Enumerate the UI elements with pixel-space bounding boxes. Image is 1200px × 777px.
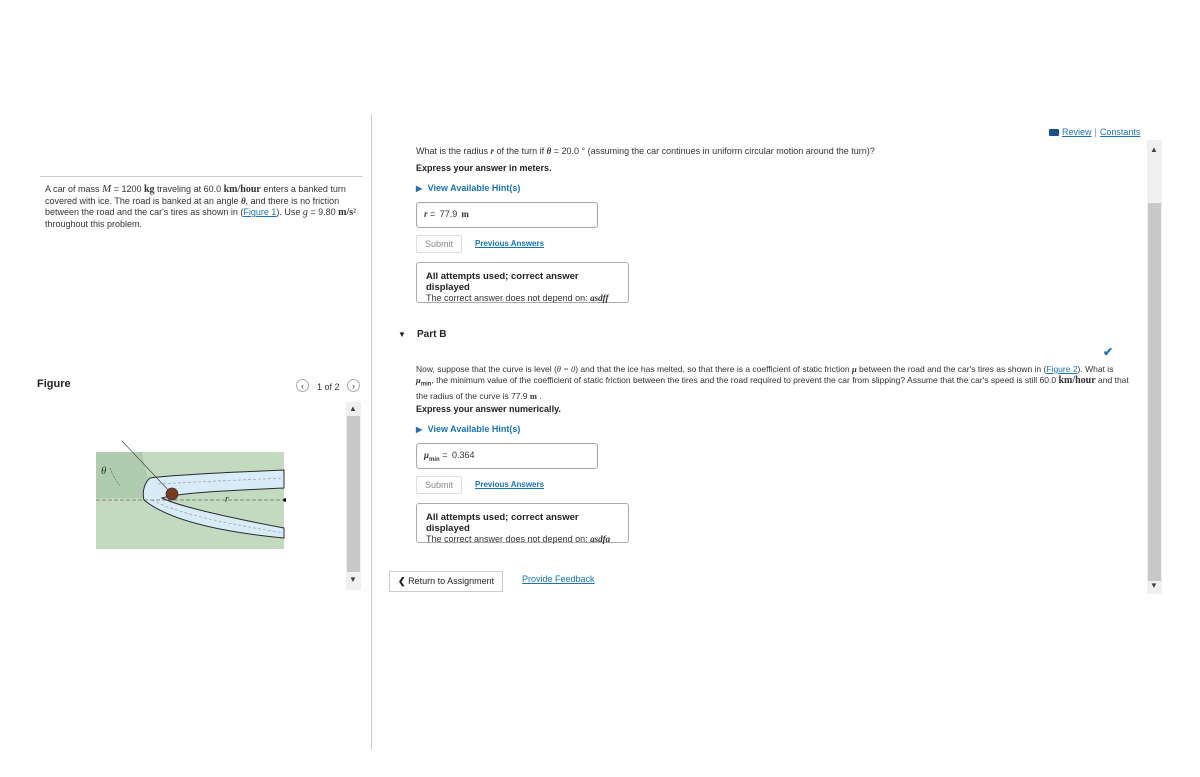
partA-previous-answers-link[interactable]: Previous Answers: [475, 239, 545, 248]
return-to-assignment-button[interactable]: ❮ Return to Assignment: [389, 571, 503, 592]
theta-label: θ: [101, 465, 107, 477]
partB-previous-answers-link[interactable]: Previous Answers: [475, 480, 545, 489]
review-icon: [1049, 129, 1059, 136]
partA-attempt-title: All attempts used; correct answer displayed: [426, 271, 579, 293]
main-scrollbar[interactable]: [1147, 140, 1162, 594]
partB-submit-button[interactable]: Submit: [416, 476, 462, 494]
radius-label: r: [225, 494, 229, 505]
figure-1-link[interactable]: Figure 1: [243, 207, 277, 217]
figure-next-button[interactable]: [347, 379, 360, 392]
problem-statement: A car of mass M = 1200 kg traveling at 60.0 km/hour enters a banked turn covered with ice. The road is banked at an angle θ, and there is no friction between the road and the car's tires as shown in (Figure 1). Use g = 9.80 m/s² throughout this problem.: [45, 183, 357, 229]
figure-prev-button[interactable]: [296, 379, 309, 392]
partB-title: Part B: [417, 329, 447, 340]
partB-attempt-box: [416, 503, 629, 543]
partB-express: Express your answer numerically.: [416, 404, 561, 414]
scroll-thumb[interactable]: [347, 416, 360, 572]
chevron-left-icon: ‹: [301, 380, 304, 391]
chevron-left-icon: ❮: [398, 576, 406, 586]
partB-attempt-title: All attempts used; correct answer displayed: [426, 512, 579, 534]
figure-2-link[interactable]: Figure 2: [1046, 364, 1078, 374]
banked-curve-figure: [92, 438, 286, 552]
chevron-right-icon: ›: [352, 380, 355, 391]
checkmark-icon: ✔: [1103, 345, 1114, 359]
partB-answer-field[interactable]: $\mu_{min} = 0.364$: [416, 443, 598, 469]
partB-hints-toggle[interactable]: ▶ View Available Hint(s): [416, 424, 521, 434]
partA-attempt-sub: The correct answer does not depend on: asdff: [426, 293, 609, 303]
partA-hints-toggle[interactable]: ▶ View Available Hint(s): [416, 183, 521, 193]
partA-question: What is the radius r of the turn if θ = 20.0 ° (assuming the car continues in uniform circular motion around the turn)?: [416, 146, 875, 156]
partA-express: Express your answer in meters.: [416, 163, 552, 173]
partB-attempt-sub: The correct answer does not depend on: asdfa: [426, 534, 611, 544]
header-links: [1049, 127, 1140, 137]
caret-right-icon: ▶: [416, 184, 423, 193]
partA-attempt-box: [416, 262, 629, 303]
figure-title: Figure: [37, 378, 71, 390]
scroll-down-arrow[interactable]: ▼: [349, 575, 357, 584]
provide-feedback-link[interactable]: Provide Feedback: [522, 574, 595, 584]
partB-question: Now, suppose that the curve is level (θ = 0) and that the ice has melted, so that there is a coefficient of static friction μ between the road and the car's tires as shown in (Figure 2). What is $\mu_{min}$, the minimum value of the coefficient of static friction between the tires and the road required to prevent the car from slipping? Assume that the car's speed is still 60.0 km/hour and that the radius of the curve is 77.9 m .: [416, 364, 1129, 401]
figure-scrollbar[interactable]: [346, 402, 361, 590]
main-scroll-down-arrow[interactable]: ▼: [1150, 581, 1158, 590]
separator: |: [1094, 127, 1097, 137]
constants-link[interactable]: Constants: [1099, 127, 1141, 137]
panel-divider: [371, 114, 372, 750]
banked-curve-drawing: [92, 438, 286, 552]
partA-answer-field[interactable]: r = 77.9 m: [416, 202, 598, 228]
left-divider: [40, 176, 363, 177]
caret-right-icon: ▶: [416, 425, 423, 434]
review-link[interactable]: Review: [1062, 127, 1092, 137]
figure-pager: 1 of 2: [317, 382, 340, 392]
scroll-up-arrow[interactable]: ▲: [349, 404, 357, 413]
main-scroll-up-arrow[interactable]: ▲: [1150, 145, 1158, 154]
car-icon: [166, 488, 178, 500]
partB-collapse-toggle[interactable]: ▼: [398, 330, 406, 339]
main-scroll-thumb[interactable]: [1148, 203, 1161, 581]
partA-submit-button[interactable]: Submit: [416, 235, 462, 253]
